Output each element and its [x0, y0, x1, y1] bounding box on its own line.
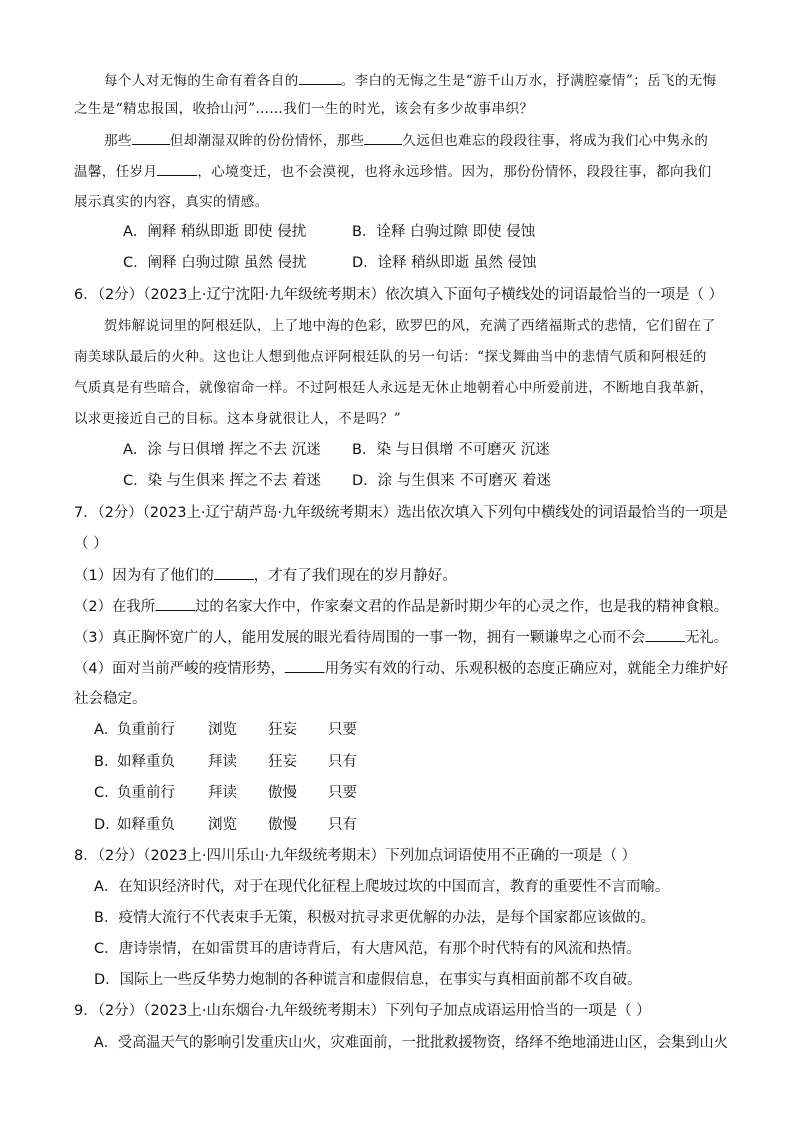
q7-sentence-2	[74, 596, 728, 617]
option-word: 只要	[328, 722, 357, 738]
q8-option-c[interactable]	[94, 939, 641, 959]
answer-paren: （ ）	[74, 536, 108, 552]
q5-text: 。李白的无悔之生是“游千山万水，抒满腔豪情”；岳飞的无悔	[340, 73, 717, 89]
option-text: A．涂 与日俱增 挥之不去 沉迷	[123, 442, 321, 458]
q7-sentence-4	[74, 658, 728, 679]
answer-blank[interactable]	[214, 565, 254, 580]
option-text: B．诠释 白驹过隙 即使 侵蚀	[352, 224, 536, 240]
q5-para2-line1	[104, 130, 708, 151]
answer-blank[interactable]	[155, 596, 195, 611]
answer-blank[interactable]	[157, 161, 197, 176]
option-letter: A．	[94, 722, 119, 738]
answer-blank[interactable]	[132, 130, 170, 145]
sentence-text: （4）面对当前严峻的疫情形势，	[74, 661, 285, 677]
q9-option-a[interactable]	[94, 1033, 728, 1053]
sentence-text: 无礼。	[684, 630, 729, 646]
q5-text: 那些	[104, 133, 132, 149]
q7-sentence-4-line2	[74, 689, 147, 709]
q5-option-d[interactable]	[352, 253, 537, 273]
sentence-text: （1）因为有了他们的	[74, 568, 214, 584]
q7-sentence-3	[74, 627, 728, 648]
q8-stem	[74, 846, 636, 866]
passage-text: 贺炜解说词里的阿根廷队，上了地中海的色彩，欧罗巴的风，充满了西绪福斯式的悲情，它们留在了	[104, 318, 716, 334]
q5-text: 之生是“精忠报国，收拾山河”……我们一生的时光，该会有多少故事串织？	[74, 101, 534, 117]
option-text: D．国际上一些反华势力炮制的各种谎言和虚假信息，在事实与真相面前都不攻自破。	[94, 972, 642, 988]
question-stem: 9．（2分）（2023上·山东烟台·九年级统考期末）下列句子加点成语运用恰当的一项是（ ）	[74, 1003, 651, 1019]
sentence-text: ，才有了我们现在的岁月静好。	[253, 568, 457, 584]
q8-option-d[interactable]	[94, 970, 642, 990]
option-letter: C．	[94, 785, 119, 801]
sentence-text: 过的名家大作中，作家秦文君的作品是新时期少年的心灵之作，也是我的精神食粮。	[194, 599, 729, 615]
q5-text: 每个人对无悔的生命有着各自的	[104, 73, 299, 89]
option-text: B．染 与日俱增 不可磨灭 沉迷	[352, 442, 550, 458]
q6-option-a[interactable]	[123, 440, 321, 460]
sentence-text: 社会稳定。	[74, 691, 147, 707]
q8-option-a[interactable]	[94, 877, 669, 897]
question-stem: 7．（2分）（2023上·辽宁葫芦岛·九年级统考期末）选出依次填入下列句中横线处的词语最恰当的一项是	[74, 505, 729, 521]
q5-para2-line2	[74, 161, 712, 182]
option-text: C．染 与生俱来 挥之不去 着迷	[123, 473, 321, 489]
option-text: C．唐诗崇情，在如雷贯耳的唐诗背后，有大唐风范，有那个时代特有的风流和热情。	[94, 941, 641, 957]
option-word: 只有	[328, 754, 357, 770]
q5-text: 久远但也难忘的段段往事，将成为我们心中隽永的	[402, 133, 709, 149]
option-word: 傲慢	[268, 817, 297, 833]
question-stem: 8．（2分）（2023上·四川乐山·九年级统考期末）下列加点词语使用不正确的一项是（ ）	[74, 848, 637, 864]
sentence-text: （2）在我所	[74, 599, 156, 615]
passage-text: 南美球队最后的火种。这也让人想到他点评阿根廷队的另一句话：“探戈舞曲当中的悲情气质和阿根廷的	[74, 349, 707, 365]
q5-text: ，心境变迁，也不会漠视，也将永远珍惜。因为，那份份情怀，段段往事，都向我们	[197, 164, 712, 180]
q5-text: 展示真实的内容，真实的情感。	[74, 194, 269, 210]
option-letter: D．	[94, 817, 120, 833]
option-word: 浏览	[208, 722, 237, 738]
q6-passage-line4	[74, 409, 401, 429]
option-word: 狂妄	[268, 754, 297, 770]
option-word: 傲慢	[268, 785, 297, 801]
q6-passage-line1	[104, 316, 716, 336]
question-stem: 6．（2分）（2023上·辽宁沈阳·九年级统考期末）依次填入下面句子横线处的词语最恰当的一项是（ ）	[74, 287, 724, 303]
answer-blank[interactable]	[364, 130, 402, 145]
option-word: 如释重负	[117, 754, 175, 770]
option-letter: B．	[94, 754, 119, 770]
option-word: 负重前行	[117, 722, 175, 738]
option-text: D．诠释 稍纵即逝 虽然 侵蚀	[352, 255, 537, 271]
q6-passage-line3	[74, 378, 713, 398]
option-text: C．阐释 白驹过隙 虽然 侵扰	[123, 255, 307, 271]
option-word: 如释重负	[117, 817, 175, 833]
answer-blank[interactable]	[645, 627, 685, 642]
q5-option-a[interactable]	[123, 222, 306, 242]
q5-para2-line3	[74, 192, 269, 212]
answer-blank[interactable]	[299, 70, 341, 85]
q5-option-b[interactable]	[352, 222, 535, 242]
option-word: 拜读	[208, 785, 237, 801]
q8-option-b[interactable]	[94, 908, 655, 928]
option-word: 浏览	[208, 817, 237, 833]
q5-para1-line2	[74, 99, 533, 119]
q7-sentence-1	[74, 565, 457, 586]
q7-stem	[74, 503, 728, 523]
option-text: A．阐释 稍纵即逝 即使 侵扰	[123, 224, 307, 240]
q5-option-c[interactable]	[123, 253, 306, 273]
answer-blank[interactable]	[285, 658, 325, 673]
q9-stem	[74, 1001, 651, 1021]
option-word: 负重前行	[117, 785, 175, 801]
option-text: D．涂 与生俱来 不可磨灭 着迷	[352, 473, 551, 489]
q5-text: 但却潮湿双眸的份份情怀，那些	[169, 133, 365, 149]
q6-passage-line2	[74, 347, 707, 367]
q7-stem-paren	[74, 534, 108, 554]
passage-text: 以求更接近自己的目标。这本身就很让人，不是吗？”	[74, 411, 402, 427]
option-word: 只有	[328, 817, 357, 833]
option-text: A．受高温天气的影响引发重庆山火，灾难面前，一批批救援物资，络绎不绝地涌进山区，会集到山火	[94, 1035, 728, 1051]
sentence-text: （3）真正胸怀宽广的人，能用发展的眼光看待周围的一事一物，拥有一颗谦卑之心而不会	[74, 630, 646, 646]
sentence-text: 用务实有效的行动、乐观积极的态度正确应对，就能全力维护好	[324, 661, 729, 677]
q6-option-b[interactable]	[352, 440, 550, 460]
option-word: 狂妄	[268, 722, 297, 738]
q6-option-d[interactable]	[352, 471, 551, 491]
q6-stem	[74, 285, 723, 305]
option-text: B．疫情大流行不代表束手无策，积极对抗寻求更优解的办法，是每个国家都应该做的。	[94, 910, 655, 926]
passage-text: 气质真是有些暗合，就像宿命一样。不过阿根廷人永远是无休止地朝着心中所爱前进，不断地自我革新，	[74, 380, 714, 396]
option-word: 只要	[328, 785, 357, 801]
q6-option-c[interactable]	[123, 471, 321, 491]
option-text: A．在知识经济时代，对于在现代化征程上爬坡过坎的中国而言，教育的重要性不言而喻。	[94, 879, 670, 895]
q5-para1-line1	[104, 70, 717, 91]
q5-text: 温馨，任岁月	[74, 164, 158, 180]
option-word: 拜读	[208, 754, 237, 770]
